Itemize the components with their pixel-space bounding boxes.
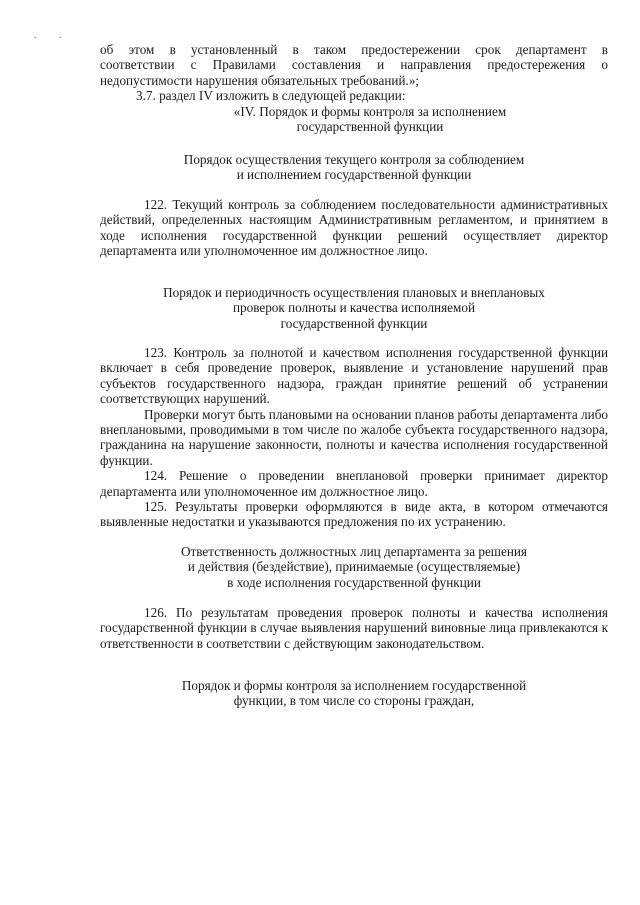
heading-responsibility-line-1: Ответственность должностных лиц департамента за решения: [180, 544, 527, 559]
heading-current-control-line-2: и исполнением государственной функции: [236, 167, 472, 183]
heading-inspections: [100, 285, 608, 331]
heading-responsibility: [100, 544, 608, 590]
paragraph-126-text: 126. По результатам проведения проверок полноты и качества исполнения государственной функции в случае выявления нарушений виновные лица привлекаются к ответственности в соответствии с действующим законодательством.: [100, 605, 608, 651]
intro-line-2: соответствии с Правилами составления и направления предостережения о: [100, 57, 608, 73]
heading-current-control: [100, 152, 608, 183]
amendment-line: 3.7. раздел IV изложить в следующей редакции:: [136, 88, 406, 104]
section-title-line-2: государственной функции: [296, 119, 444, 135]
heading-responsibility-line-2: и действия (бездействие), принимаемые (осуществляемые): [187, 559, 521, 575]
paragraph-122: [100, 197, 608, 259]
paragraph-122-text: 122. Текущий контроль за соблюдением последовательности административных действий, определенных настоящим Административным регламентом, и принятием в ходе исполнения государственной функции решений осуществляет директор департамента или уполномоченное им должностное лицо.: [100, 197, 608, 259]
paragraph-123-checks: Проверки могут быть плановыми на основании планов работы департамента либо внеплановыми, проводимыми в том числе по жалобе субъекта государственного надзора, гражданина на нарушение законности, полноты и качества исполнения государственной функции.: [100, 406, 608, 468]
scan-marks: . .: [34, 30, 72, 41]
paragraph-125-text: 125. Результаты проверки оформляются в виде акта, в котором отмечаются выявленные недостатки и указываются предложения по их устранению.: [100, 499, 608, 530]
intro-line-1: об этом в установленный в таком предостережении срок департамент в: [100, 42, 608, 57]
section-title-line-1: «IV. Порядок и формы контроля за исполнением: [233, 104, 507, 119]
section-title: [132, 104, 608, 135]
paragraph-124-text: 124. Решение о проведении внеплановой проверки принимает директор департамента или уполномоченное им должностное лицо.: [100, 468, 608, 499]
intro-line-3: недопустимости нарушения обязательных требований.»;: [100, 72, 420, 88]
heading-responsibility-line-3: в ходе исполнения государственной функции: [227, 574, 481, 590]
paragraph-123-text: 123. Контроль за полнотой и качеством исполнения государственной функции включает в себя проведение проверок, выявление и установление нарушений прав субъектов государственного надзора, граждан принятие решений об устранении соответствующих нарушений.: [100, 345, 608, 407]
heading-citizen-control: [100, 678, 608, 709]
heading-inspections-line-3: государственной функции: [280, 315, 428, 331]
intro-paragraph: [100, 42, 608, 104]
heading-citizen-control-line-1: Порядок и формы контроля за исполнением государственной: [181, 678, 527, 693]
paragraph-126: [100, 605, 608, 651]
heading-inspections-line-1: Порядок и периодичность осуществления плановых и внеплановых: [163, 285, 545, 300]
paragraph-123: [100, 345, 608, 530]
heading-current-control-line-1: Порядок осуществления текущего контроля за соблюдением: [183, 152, 525, 167]
heading-citizen-control-line-2: функции, в том числе со стороны граждан,: [233, 693, 475, 709]
heading-inspections-line-2: проверок полноты и качества исполняемой: [232, 300, 476, 316]
